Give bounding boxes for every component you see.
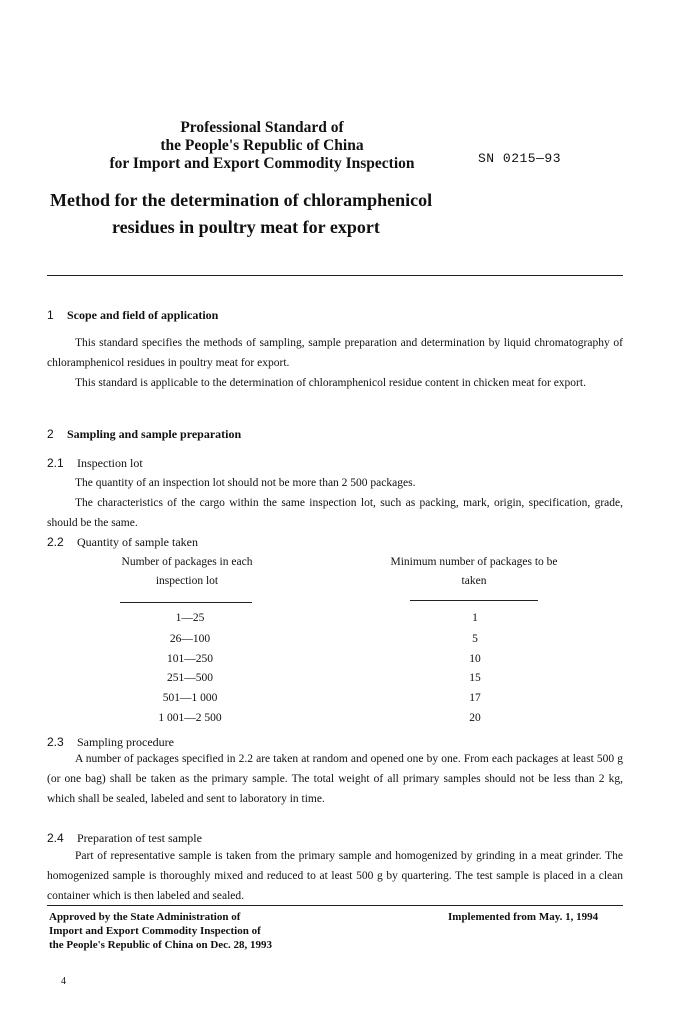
title-divider	[47, 275, 623, 276]
table-col1-header: Number of packages in each inspection lot	[121, 556, 253, 587]
subsection-2-4-heading	[47, 831, 202, 846]
subsection-2-1-title: Inspection lot	[77, 456, 143, 470]
document-title-line-2: residues in poultry meat for export	[112, 217, 380, 237]
subsection-2-2-heading	[47, 535, 198, 550]
table-row-3-lot: 101—250	[167, 653, 213, 665]
footer-divider	[47, 905, 623, 906]
standard-number: SN 0215—93	[478, 151, 562, 166]
table-col2-header: Minimum number of packages to be taken	[390, 556, 558, 587]
table-row-2-min: 5	[472, 633, 478, 645]
table-row-2-lot: 26—100	[169, 633, 211, 645]
header-line-1: Professional Standard of	[180, 119, 344, 136]
subsection-2-4-title: Preparation of test sample	[77, 831, 202, 845]
table-row-4-lot: 251—500	[167, 672, 213, 684]
page-number: 4	[61, 976, 66, 987]
section-2-title: Sampling and sample preparation	[67, 427, 242, 441]
table-col1-rule	[120, 602, 252, 603]
subsection-2-1-number: 2.1	[47, 456, 64, 470]
subsection-2-4-paragraph: Part of representative sample is taken from the primary sample and homogenized by grinding in a meat grinder. The homogenized sample is thoroughly mixed and reduced to at least 500 g by quartering. The test sample is placed in a clean container which is then labeled and sealed.	[47, 850, 623, 902]
footer-implemented: Implemented from May. 1, 1994	[448, 911, 599, 923]
section-1-number: 1	[47, 308, 54, 322]
footer-approved-line-2: Import and Export Commodity Inspection of	[49, 925, 261, 937]
footer-approved-line-1: Approved by the State Administration of	[49, 911, 241, 923]
table-row-4-min: 15	[469, 672, 481, 684]
subsection-2-3-number: 2.3	[47, 735, 64, 749]
section-1-paragraph-1: This standard specifies the methods of sampling, sample preparation and determination by liquid chromatography of chloramphenicol residues in poultry meat for export.	[47, 337, 623, 369]
document-title-line-1: Method for the determination of chloramphenicol	[50, 190, 433, 210]
subsection-2-3-title: Sampling procedure	[77, 735, 174, 749]
subsection-2-1-paragraph-2: The characteristics of the cargo within the same inspection lot, such as packing, mark, origin, specification, grade, should be the same.	[47, 497, 623, 529]
table-row-6-min: 20	[469, 712, 481, 724]
section-1-heading	[47, 308, 218, 323]
section-2-number: 2	[47, 427, 54, 441]
table-row-3-min: 10	[469, 653, 481, 665]
subsection-2-2-title: Quantity of sample taken	[77, 535, 198, 549]
subsection-2-3-paragraph: A number of packages specified in 2.2 are taken at random and opened one by one. From each packages at least 500 g (or one bag) shall be taken as the primary sample. The total weight of all primary samples should not be less than 2 kg, which shall be sealed, labeled and sent to laboratory in time.	[47, 753, 623, 805]
section-1-title: Scope and field of application	[67, 308, 219, 322]
table-col2-rule	[410, 600, 538, 601]
section-2-heading	[47, 427, 241, 442]
header-line-2: the People's Republic of China	[160, 137, 364, 154]
subsection-2-1-heading	[47, 456, 143, 471]
table-row-5-lot: 501—1 000	[162, 692, 218, 704]
footer-approved-line-3: the People's Republic of China on Dec. 28, 1993	[49, 939, 273, 951]
subsection-2-3-heading	[47, 735, 174, 750]
section-1-paragraph-2: This standard is applicable to the determination of chloramphenicol residue content in chicken meat for export.	[75, 377, 586, 389]
table-row-6-lot: 1 001—2 500	[158, 712, 222, 724]
subsection-2-2-number: 2.2	[47, 535, 64, 549]
table-row-1-lot: 1—25	[175, 612, 205, 624]
subsection-2-1-paragraph-1: The quantity of an inspection lot should not be more than 2 500 packages.	[75, 477, 416, 489]
table-row-5-min: 17	[469, 692, 481, 704]
table-row-1-min: 1	[472, 612, 478, 624]
header-line-3: for Import and Export Commodity Inspection	[109, 155, 415, 172]
subsection-2-4-number: 2.4	[47, 831, 64, 845]
